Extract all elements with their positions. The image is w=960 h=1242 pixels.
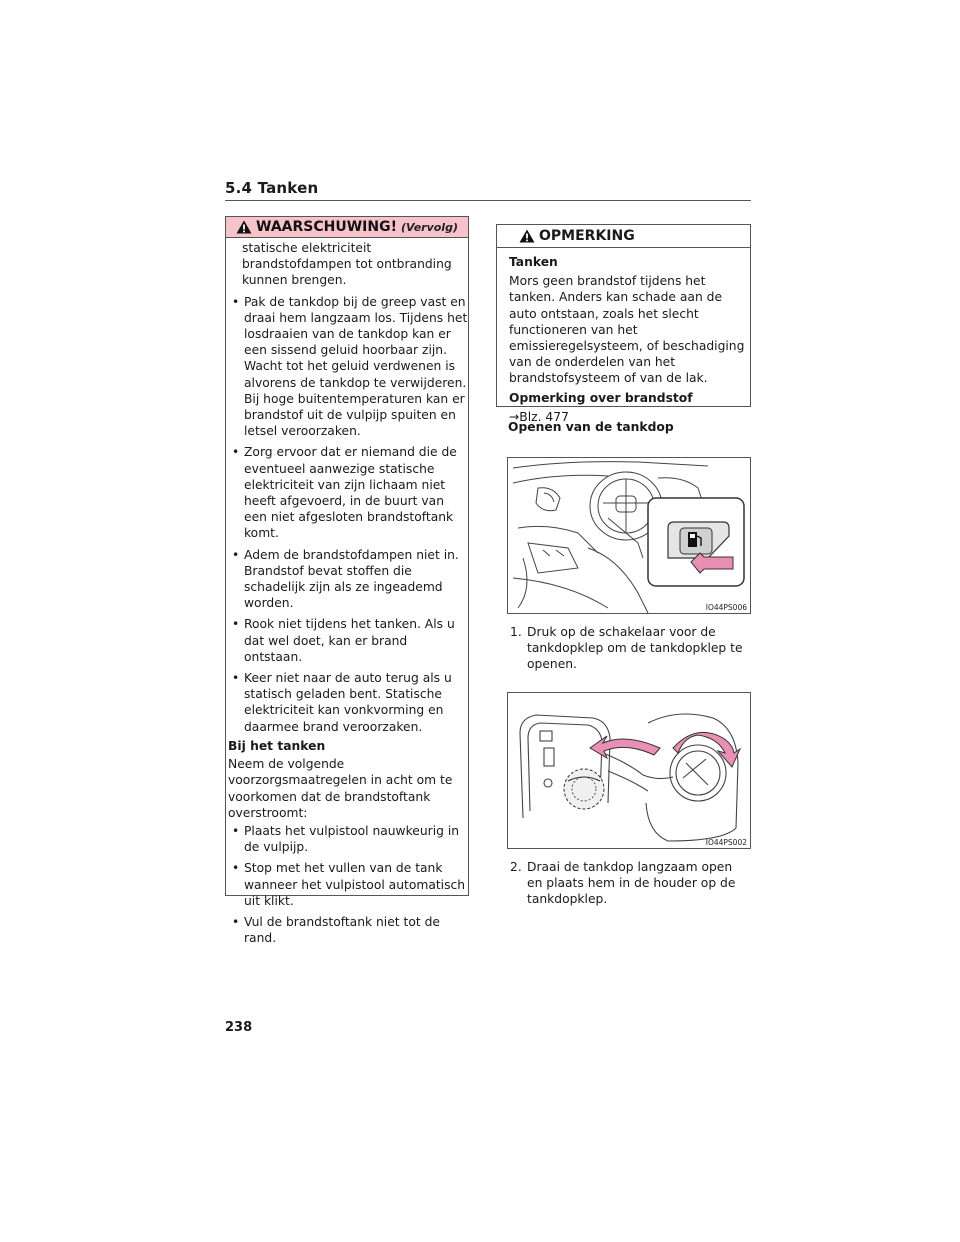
warning-continued: (Vervolg) xyxy=(400,220,458,234)
note-text: Mors geen brandstof tijdens het tanken. Anders kan schade aan de auto ontstaan, zoals het slecht functioneren van het emissieregelsysteem, of beschadiging van de onderdelen van het brandstofsysteem of van de lak. xyxy=(509,274,745,386)
warning-bullet: • Rook niet tijdens het tanken. Als u dat wel doet, kan er brand ontstaan. xyxy=(228,616,468,665)
page-reference-link[interactable]: →Blz. 477 xyxy=(509,409,569,424)
warning-sub-bullet: • Plaats het vulpistool nauwkeurig in de vulpijp. xyxy=(228,823,468,855)
note-subheading: Tanken xyxy=(509,255,558,269)
warning-title: WAARSCHUWING! xyxy=(256,219,397,235)
note-title: OPMERKING xyxy=(539,228,635,244)
dashboard-illustration xyxy=(508,458,750,613)
warning-bullet: • Zorg ervoor dat er niemand die de eventueel aanwezige statische elektriciteit van zijn lichaam niet heeft afgevoerd, in de buurt van een niet afgesloten brandstoftank komt. xyxy=(228,444,468,541)
note-body xyxy=(497,248,750,425)
step-item xyxy=(510,624,750,673)
figure-fuel-door-switch xyxy=(507,457,751,614)
note-header xyxy=(497,225,750,248)
warning-intro: statische elektriciteit brandstofdampen tot ontbranding kunnen brengen. xyxy=(242,241,452,288)
warning-subheading: Bij het tanken xyxy=(228,738,326,753)
section-title: 5.4 Tanken xyxy=(225,179,319,197)
section-heading: Openen van de tankdop xyxy=(508,420,674,434)
figure-code: IO44PS006 xyxy=(705,603,747,612)
warning-sub-bullet: • Vul de brandstoftank niet tot de rand. xyxy=(228,914,468,946)
warning-box xyxy=(225,216,469,946)
warning-sub-bullet: • Stop met het vullen van de tank wanneer het vulpistool automatisch uit klikt. xyxy=(228,860,468,909)
warning-bullet: • Pak de tankdop bij de greep vast en draai hem langzaam los. Tijdens het losdraaien van de tankdop kan er een sissend geluid hoorbaar zijn. Wacht tot het geluid verdwenen is alvorens de tankdop te verwijderen. Bij hoge buitentemperaturen kan er brandstof uit de vulpijp spuiten en letsel veroorzaken. xyxy=(228,294,468,440)
figure-fuel-cap xyxy=(507,692,751,849)
open-arrow-icon xyxy=(590,736,660,758)
warning-body xyxy=(226,238,468,946)
step-item xyxy=(510,859,750,908)
note-subheading: Opmerking over brandstof xyxy=(509,390,693,405)
page-number: 238 xyxy=(225,1020,253,1035)
fuel-cap-illustration xyxy=(508,693,750,848)
warning-triangle-icon xyxy=(519,229,535,243)
step-text: Draai de tankdop langzaam open en plaats hem in de houder op de tankdopklep. xyxy=(527,860,736,907)
warning-bullet: • Keer niet naar de auto terug als u statisch geladen bent. Statische elektriciteit kan vonkvorming en daarmee brand veroorzaken. xyxy=(228,670,468,735)
warning-bullet: • Adem de brandstofdampen niet in. Brandstof bevat stoffen die schadelijk zijn als ze ingeademd worden. xyxy=(228,547,468,612)
step-number: 2. xyxy=(510,860,522,874)
figure-code: IO44PS002 xyxy=(705,838,747,847)
warning-triangle-icon xyxy=(236,220,252,234)
warning-header xyxy=(226,217,468,238)
warning-sub-intro: Neem de volgende voorzorgsmaatregelen in acht om te voorkomen dat de brandstoftank overstroomt: xyxy=(228,757,453,820)
section-header xyxy=(225,178,751,201)
note-box xyxy=(496,224,751,424)
step-number: 1. xyxy=(510,625,522,639)
step-text: Druk op de schakelaar voor de tankdopklep om de tankdopklep te openen. xyxy=(527,625,743,672)
